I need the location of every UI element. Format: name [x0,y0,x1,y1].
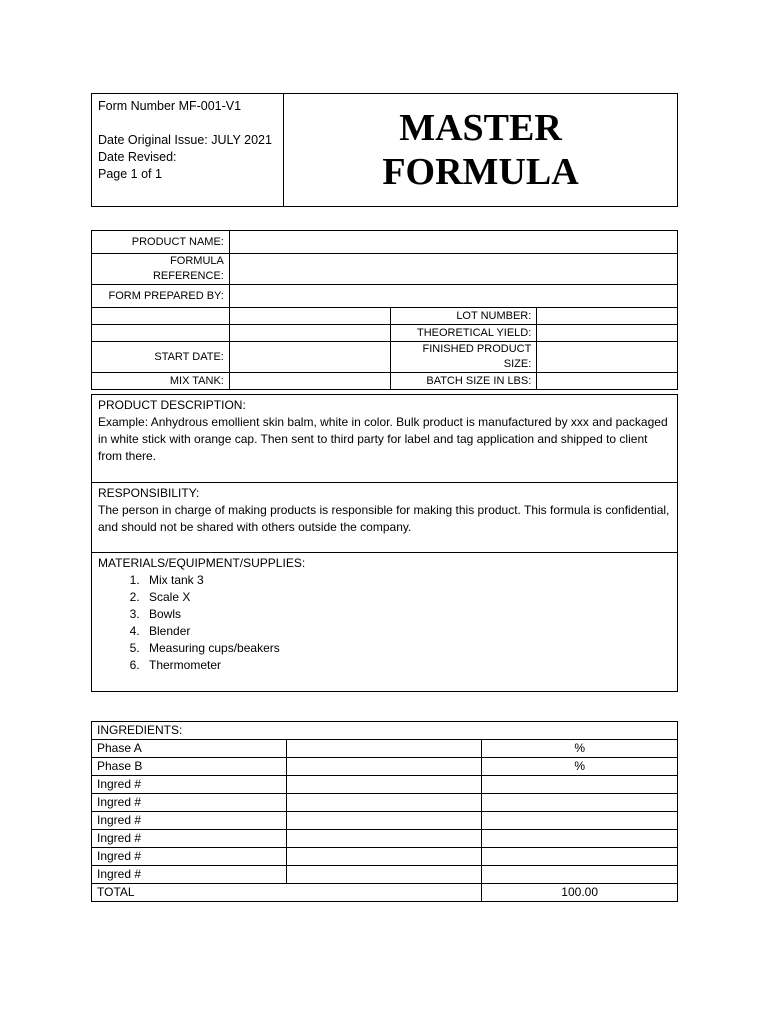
ingredient-name-field[interactable] [286,830,482,848]
date-revised: Date Revised: [98,150,177,164]
ingredient-amount-field[interactable] [482,866,678,884]
phase-b-field[interactable] [286,758,482,776]
product-name-label: PRODUCT NAME: [92,231,230,254]
form-meta [92,94,284,206]
phase-a-percent[interactable]: % [482,740,678,758]
ingredient-label: Ingred # [92,866,287,884]
responsibility-heading: RESPONSIBILITY: [98,486,200,500]
phase-b-label: Phase B [92,758,287,776]
product-info-table [91,230,678,390]
product-details-box [91,394,678,692]
theoretical-yield-field[interactable] [537,325,678,342]
ingredient-amount-field[interactable] [482,776,678,794]
materials-heading: MATERIALS/EQUIPMENT/SUPPLIES: [98,556,306,570]
list-item: 1. Mix tank 3 [143,572,671,589]
ingredient-amount-field[interactable] [482,794,678,812]
lot-number-field[interactable] [537,308,678,325]
form-prepared-by-field[interactable] [229,285,677,308]
blank-cell [92,308,230,325]
page-title [284,94,677,206]
table-row [92,794,678,812]
phase-b-percent[interactable]: % [482,758,678,776]
start-date-label: START DATE: [92,342,230,373]
responsibility-text: The person in charge of making products is responsible for making this product. This formula is confidential, and should not be shared with others outside the company. [98,503,670,534]
table-row [92,740,678,758]
ingredient-amount-field[interactable] [482,812,678,830]
ingredient-name-field[interactable] [286,866,482,884]
table-row [92,722,678,740]
formula-reference-label: FORMULA REFERENCE: [92,254,230,285]
ingredient-amount-field[interactable] [482,848,678,866]
ingredient-label: Ingred # [92,812,287,830]
theoretical-yield-label: THEORETICAL YIELD: [391,325,537,342]
table-row [92,830,678,848]
ingredient-label: Ingred # [92,848,287,866]
table-row [92,848,678,866]
phase-a-label: Phase A [92,740,287,758]
list-item: 3. Bowls [143,606,671,623]
responsibility-section [92,483,677,553]
product-description-section [92,395,677,483]
ingredient-name-field[interactable] [286,848,482,866]
total-label: TOTAL [92,884,482,902]
ingredient-name-field[interactable] [286,794,482,812]
lot-number-label: LOT NUMBER: [391,308,537,325]
list-item: 6. Thermometer [143,657,671,674]
mix-tank-field[interactable] [229,373,391,390]
formula-reference-field[interactable] [229,254,677,285]
blank-cell [229,308,391,325]
batch-size-field[interactable] [537,373,678,390]
list-item: 5. Measuring cups/beakers [143,640,671,657]
product-description-heading: PRODUCT DESCRIPTION: [98,398,246,412]
phase-a-field[interactable] [286,740,482,758]
title-line-2: FORMULA [382,151,579,193]
ingredient-amount-field[interactable] [482,830,678,848]
ingredient-name-field[interactable] [286,812,482,830]
ingredient-label: Ingred # [92,776,287,794]
ingredients-table [91,721,678,902]
form-header [91,93,678,207]
product-description-text: Example: Anhydrous emollient skin balm, white in color. Bulk product is manufactured by xxx and packaged in white stick with orange cap. Then sent to third party for label and tag application and shipped to client from there. [98,415,668,463]
ingredient-label: Ingred # [92,830,287,848]
materials-section [92,553,677,691]
table-row [92,758,678,776]
finished-product-size-field[interactable] [537,342,678,373]
mix-tank-label: MIX TANK: [92,373,230,390]
start-date-field[interactable] [229,342,391,373]
ingredient-name-field[interactable] [286,776,482,794]
total-value: 100.00 [482,884,678,902]
form-prepared-by-label: FORM PREPARED BY: [92,285,230,308]
batch-size-label: BATCH SIZE IN LBS: [391,373,537,390]
product-name-field[interactable] [229,231,677,254]
table-row [92,812,678,830]
list-item: 4. Blender [143,623,671,640]
materials-list [98,572,671,674]
blank-cell [229,325,391,342]
form-number: Form Number MF-001-V1 [98,99,242,113]
finished-product-size-label: FINISHED PRODUCT SIZE: [391,342,537,373]
table-row [92,776,678,794]
blank-cell [92,325,230,342]
table-row [92,884,678,902]
ingredients-heading: INGREDIENTS: [92,722,678,740]
list-item: 2. Scale X [143,589,671,606]
ingredient-label: Ingred # [92,794,287,812]
date-original-issue: Date Original Issue: JULY 2021 [98,133,272,147]
title-line-1: MASTER [399,107,562,149]
page-number: Page 1 of 1 [98,167,162,181]
table-row [92,866,678,884]
